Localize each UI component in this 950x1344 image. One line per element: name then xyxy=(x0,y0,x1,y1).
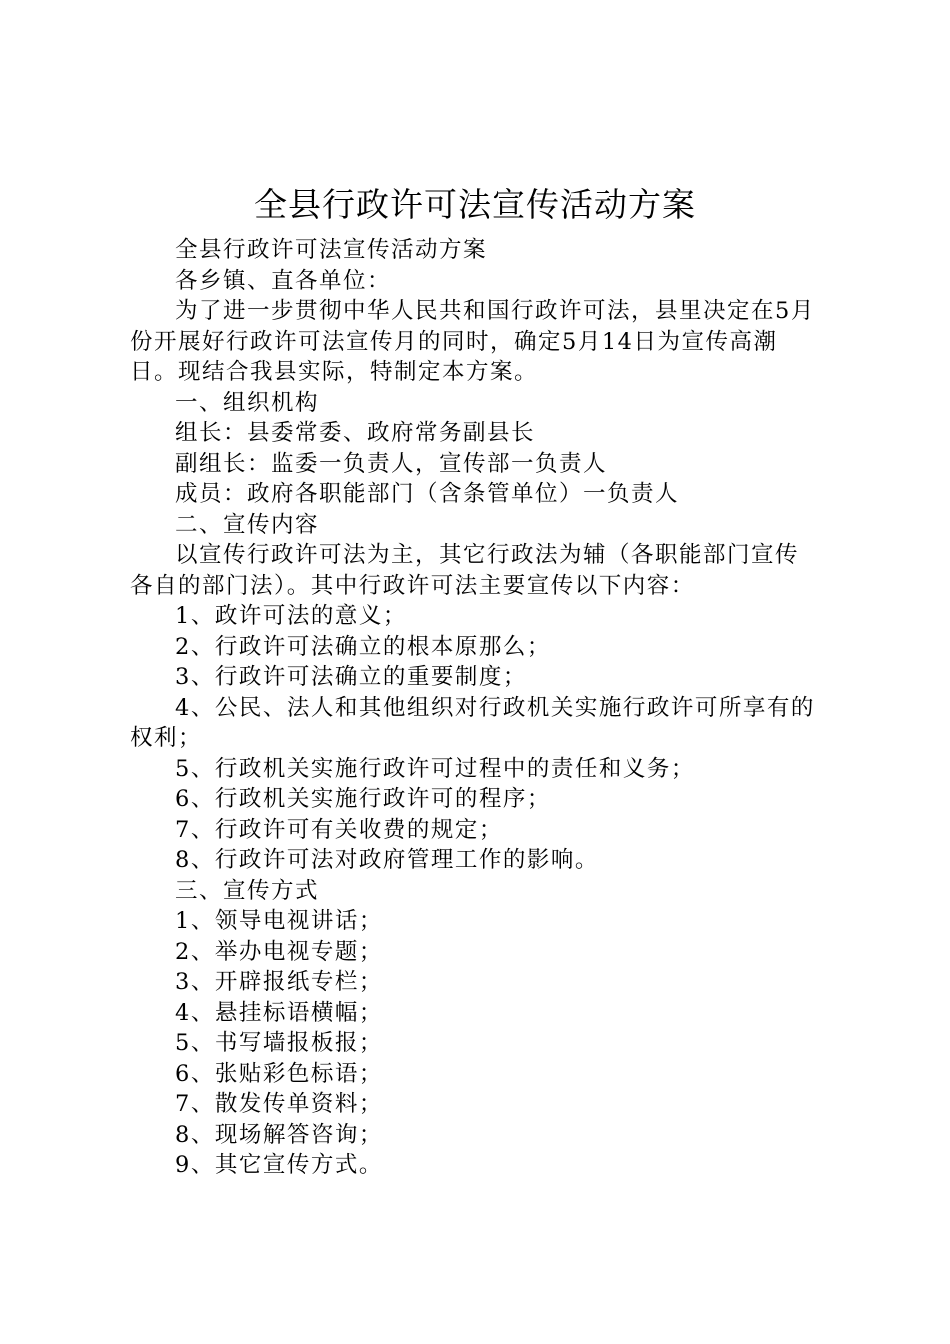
paragraph-leader: 组长：县委常委、政府常务副县长 xyxy=(175,420,536,446)
document-title: 全县行政许可法宣传活动方案 xyxy=(254,185,696,224)
list-item: 2、举办电视专题； xyxy=(175,938,383,965)
paragraph-subtitle: 全县行政许可法宣传活动方案 xyxy=(175,237,488,263)
list-item: 6、行政机关实施行政许可的程序； xyxy=(175,786,551,812)
list-item: 6、张贴彩色标语； xyxy=(175,1060,383,1087)
list-item: 2、行政许可法确立的根本原那么； xyxy=(175,633,551,660)
list-item: 7、行政许可有关收费的规定； xyxy=(175,816,503,843)
section-heading-methods: 三、宣传方式 xyxy=(175,877,320,904)
document-body xyxy=(130,235,820,1181)
list-item: 9、其它宣传方式。 xyxy=(175,1152,383,1178)
section-heading-organization: 一、组织机构 xyxy=(175,389,320,416)
list-item: 3、行政许可法确立的重要制度； xyxy=(175,664,527,690)
list-item: 4、悬挂标语横幅； xyxy=(175,999,383,1026)
section-heading-content: 二、宣传内容 xyxy=(175,511,320,538)
list-item: 7、散发传单资料； xyxy=(175,1091,383,1117)
list-item: 1、领导电视讲话； xyxy=(175,908,383,934)
list-item: 3、开辟报纸专栏； xyxy=(175,969,383,995)
paragraph-salutation: 各乡镇、直各单位： xyxy=(175,267,392,294)
paragraph-deputy-leader: 副组长：监委一负责人，宣传部一负责人 xyxy=(175,450,608,477)
paragraph-intro: 为了进一步贯彻中华人民共和国行政许可法，县里决定在5月份开展好行政许可法宣传月的同时，确定5月14日为宣传高潮日。现结合我县实际，特制定本方案。 xyxy=(130,298,815,385)
paragraph-members: 成员：政府各职能部门（含条管单位）一负责人 xyxy=(175,481,680,507)
list-item: 5、行政机关实施行政许可过程中的责任和义务； xyxy=(175,755,695,782)
list-item: 4、公民、法人和其他组织对行政机关实施行政许可所享有的权利； xyxy=(130,694,815,751)
list-item: 5、书写墙报板报； xyxy=(175,1030,383,1056)
list-item: 8、现场解答咨询； xyxy=(175,1121,383,1148)
list-item: 8、行政许可法对政府管理工作的影响。 xyxy=(175,847,599,873)
list-item: 1、政许可法的意义； xyxy=(175,603,407,629)
paragraph-content-intro: 以宣传行政许可法为主，其它行政法为辅（各职能部门宣传各自的部门法）。其中行政许可法主要宣传以下内容： xyxy=(130,542,800,599)
